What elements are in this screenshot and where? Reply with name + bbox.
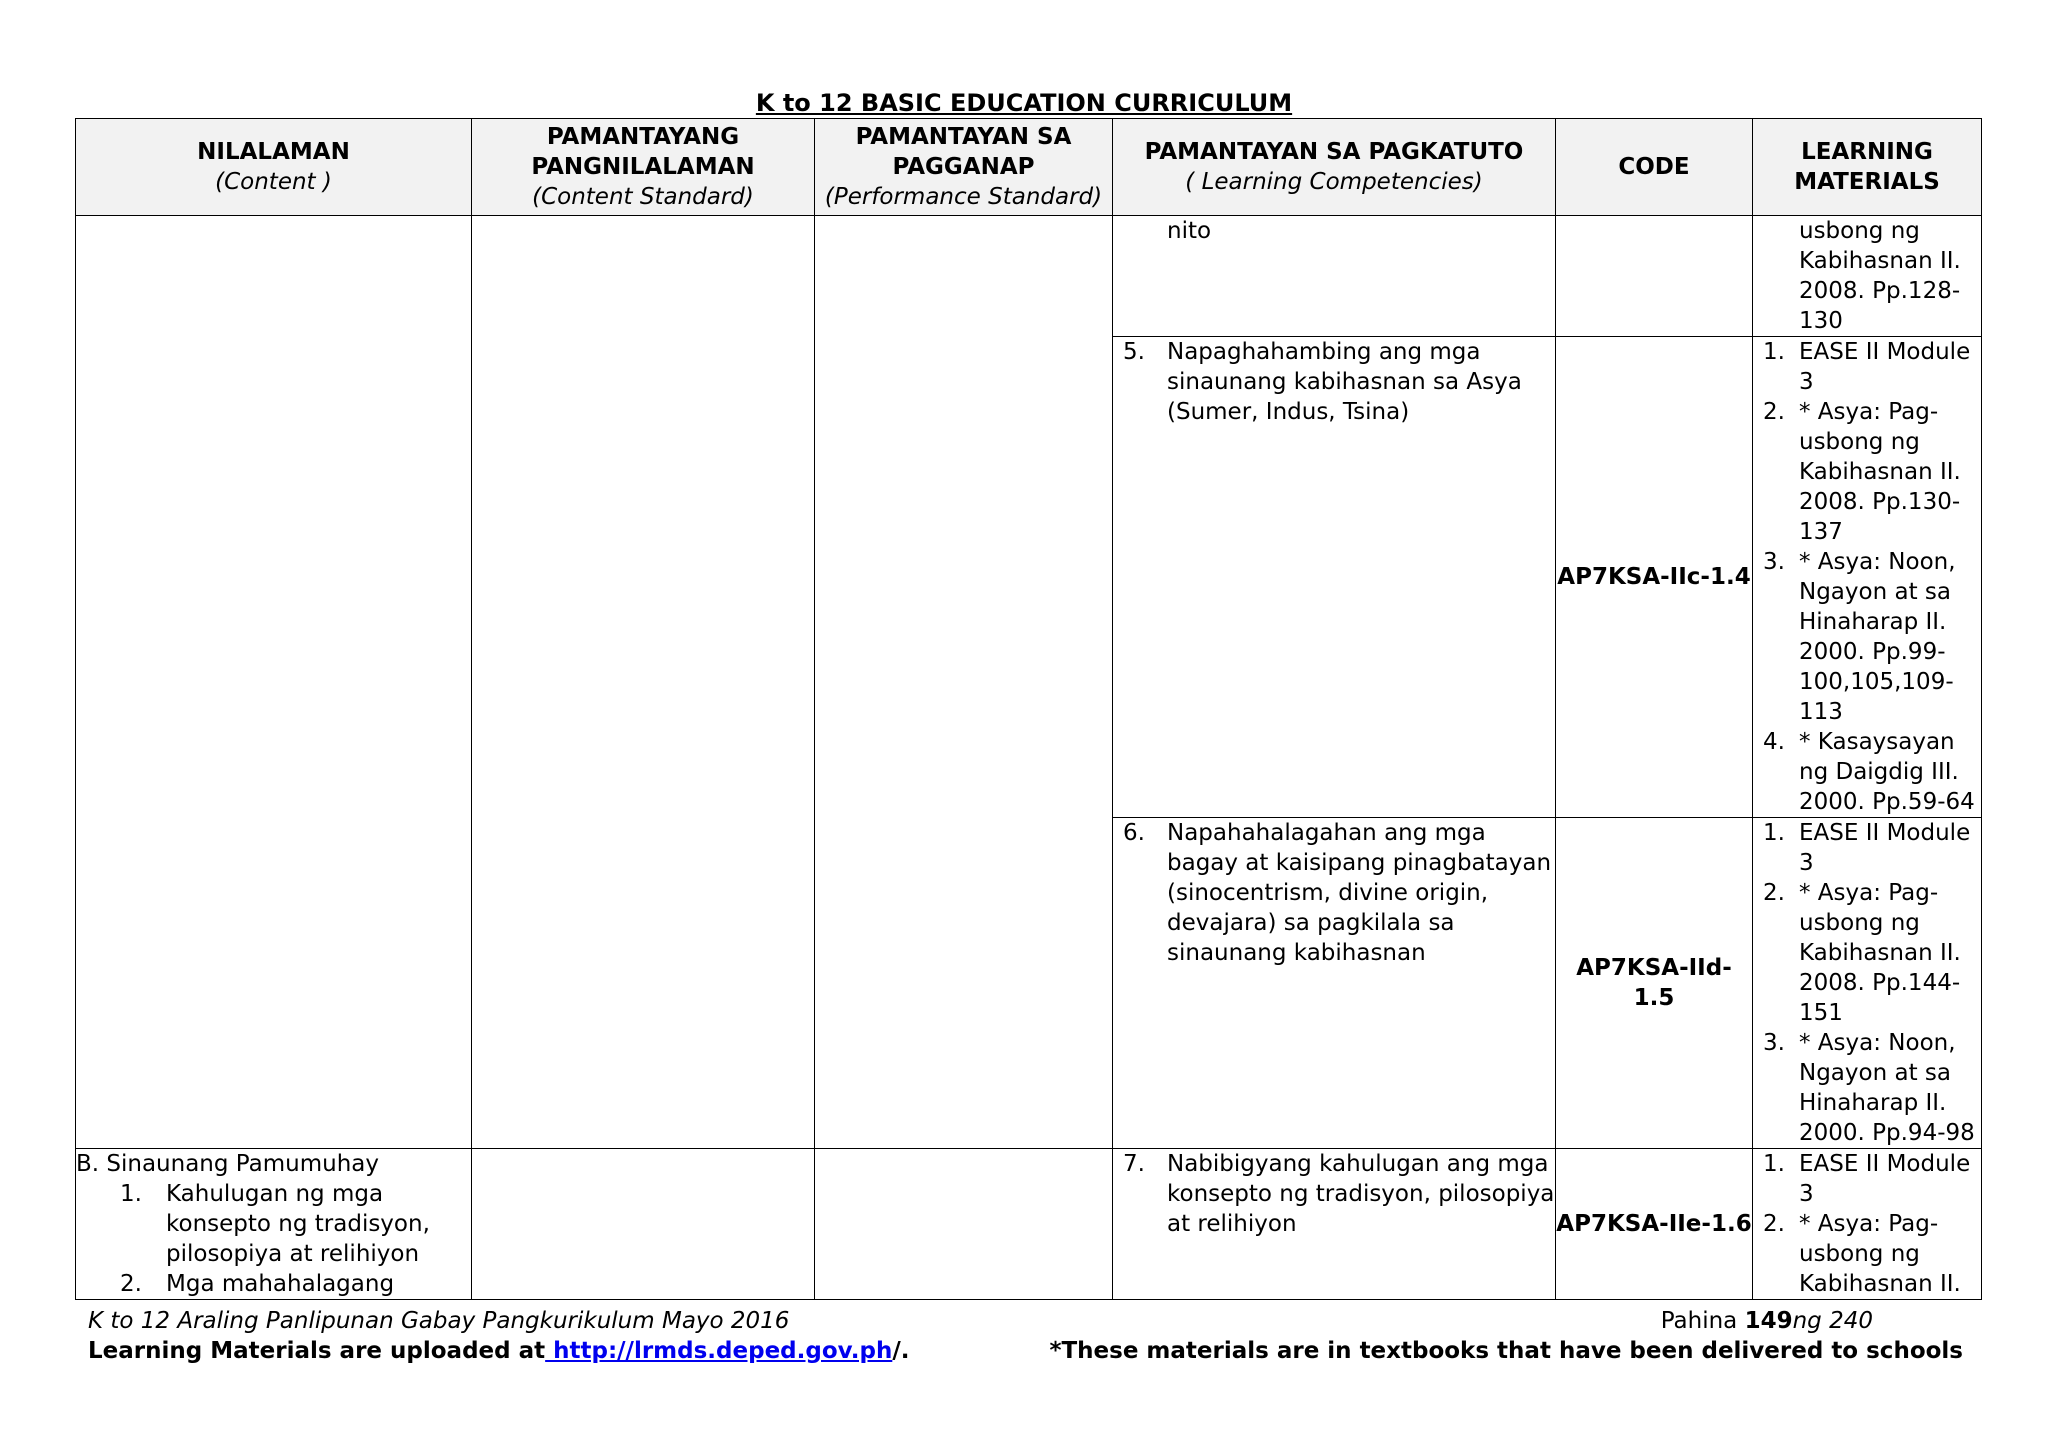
content-heading: B. Sinaunang Pamumuhay bbox=[76, 1151, 379, 1177]
materials-cell bbox=[1753, 1149, 1982, 1300]
content-item: 1. Kahulugan ng mga konsepto ng tradisyon, pilosopiya at relihiyon bbox=[120, 1181, 430, 1267]
competency-cell bbox=[1113, 216, 1556, 337]
performance-standard-cell bbox=[815, 1149, 1113, 1300]
material-item: 2. * Asya: Pag-usbong ng Kabihasnan II. 2008. Pp.144-151 bbox=[1763, 880, 1961, 1026]
code-cell bbox=[1556, 216, 1753, 337]
material-item: 3. * Asya: Noon, Ngayon at sa Hinaharap II. 2000. Pp.99-100,105,109-113 bbox=[1763, 549, 1956, 725]
material-text: usbong ng Kabihasnan II. 2008. Pp.128-130 bbox=[1799, 218, 1961, 334]
content-item: 2. Mga mahahalagang bbox=[120, 1271, 395, 1297]
material-item: 3. * Asya: Noon, Ngayon at sa Hinaharap II. 2000. Pp.94-98 bbox=[1763, 1030, 1975, 1146]
page-title: K to 12 BASIC EDUCATION CURRICULUM bbox=[755, 89, 1293, 117]
competency-cell bbox=[1113, 337, 1556, 818]
competency-cell bbox=[1113, 818, 1556, 1149]
material-item: 2. * Asya: Pag-usbong ng Kabihasnan II. 2008. Pp.130-137 bbox=[1763, 399, 1961, 545]
header-learning-competencies: PAMANTAYAN SA PAGKATUTO ( Learning Competencies) bbox=[1113, 119, 1556, 216]
material-item: 1. EASE II Module 3 bbox=[1763, 339, 1971, 395]
code-cell: AP7KSA-IId-1.5 bbox=[1556, 818, 1753, 1149]
header-content-standard: PAMANTAYANG PANGNILALAMAN (Content Standard) bbox=[472, 119, 815, 216]
competency-number: 6. bbox=[1123, 820, 1145, 846]
header-content: NILALAMAN (Content ) bbox=[76, 119, 472, 216]
competency-text: nito bbox=[1167, 218, 1212, 244]
competency-number: 7. bbox=[1123, 1151, 1145, 1177]
table-row bbox=[76, 1149, 1982, 1300]
header-code: CODE bbox=[1556, 119, 1753, 216]
footer-right bbox=[1049, 1306, 1963, 1366]
footer-textbook-note: *These materials are in textbooks that have been delivered to schools bbox=[1049, 1338, 1963, 1364]
materials-cell bbox=[1753, 216, 1982, 337]
materials-cell bbox=[1753, 337, 1982, 818]
content-standard-cell bbox=[472, 216, 815, 1149]
content-cell bbox=[76, 1149, 472, 1300]
material-item: 1. EASE II Module 3 bbox=[1763, 1151, 1971, 1207]
footer-upload-note: Learning Materials are uploaded at http://lrmds.deped.gov.ph/. bbox=[88, 1338, 910, 1364]
competency-number: 5. bbox=[1123, 339, 1145, 365]
material-item: 4. * Kasaysayan ng Daigdig III. 2000. Pp.59-64 bbox=[1763, 729, 1975, 815]
competency-text: Nabibigyang kahulugan ang mga konsepto ng tradisyon, pilosopiya at relihiyon bbox=[1167, 1151, 1555, 1237]
competency-text: Napaghahambing ang mga sinaunang kabihasnan sa Asya (Sumer, Indus, Tsina) bbox=[1167, 339, 1522, 425]
material-item: 1. EASE II Module 3 bbox=[1763, 820, 1971, 876]
table-row bbox=[76, 216, 1982, 337]
material-item: 2. * Asya: Pag-usbong ng Kabihasnan II. bbox=[1763, 1211, 1961, 1297]
footer-left bbox=[88, 1306, 909, 1366]
performance-standard-cell bbox=[815, 216, 1113, 1149]
header-performance-standard: PAMANTAYAN SA PAGGANAP (Performance Standard) bbox=[815, 119, 1113, 216]
materials-cell bbox=[1753, 818, 1982, 1149]
code-cell: AP7KSA-IIc-1.4 bbox=[1556, 337, 1753, 818]
page-number: Pahina 149ng 240 bbox=[1660, 1308, 1873, 1334]
competency-cell bbox=[1113, 1149, 1556, 1300]
code-cell: AP7KSA-IIe-1.6 bbox=[1556, 1149, 1753, 1300]
lrmds-link[interactable]: http://lrmds.deped.gov.ph bbox=[545, 1338, 893, 1364]
curriculum-table bbox=[75, 118, 1982, 1300]
footer-guide-title: K to 12 Araling Panlipunan Gabay Pangkurikulum Mayo 2016 bbox=[88, 1308, 790, 1334]
content-cell bbox=[76, 216, 472, 1149]
competency-text: Napahahalagahan ang mga bagay at kaisipang pinagbatayan (sinocentrism, divine origin, devajara) sa pagkilala sa sinaunang kabihasnan bbox=[1167, 820, 1552, 966]
content-standard-cell bbox=[472, 1149, 815, 1300]
header-learning-materials: LEARNING MATERIALS bbox=[1753, 119, 1982, 216]
table-header-row bbox=[76, 119, 1982, 216]
